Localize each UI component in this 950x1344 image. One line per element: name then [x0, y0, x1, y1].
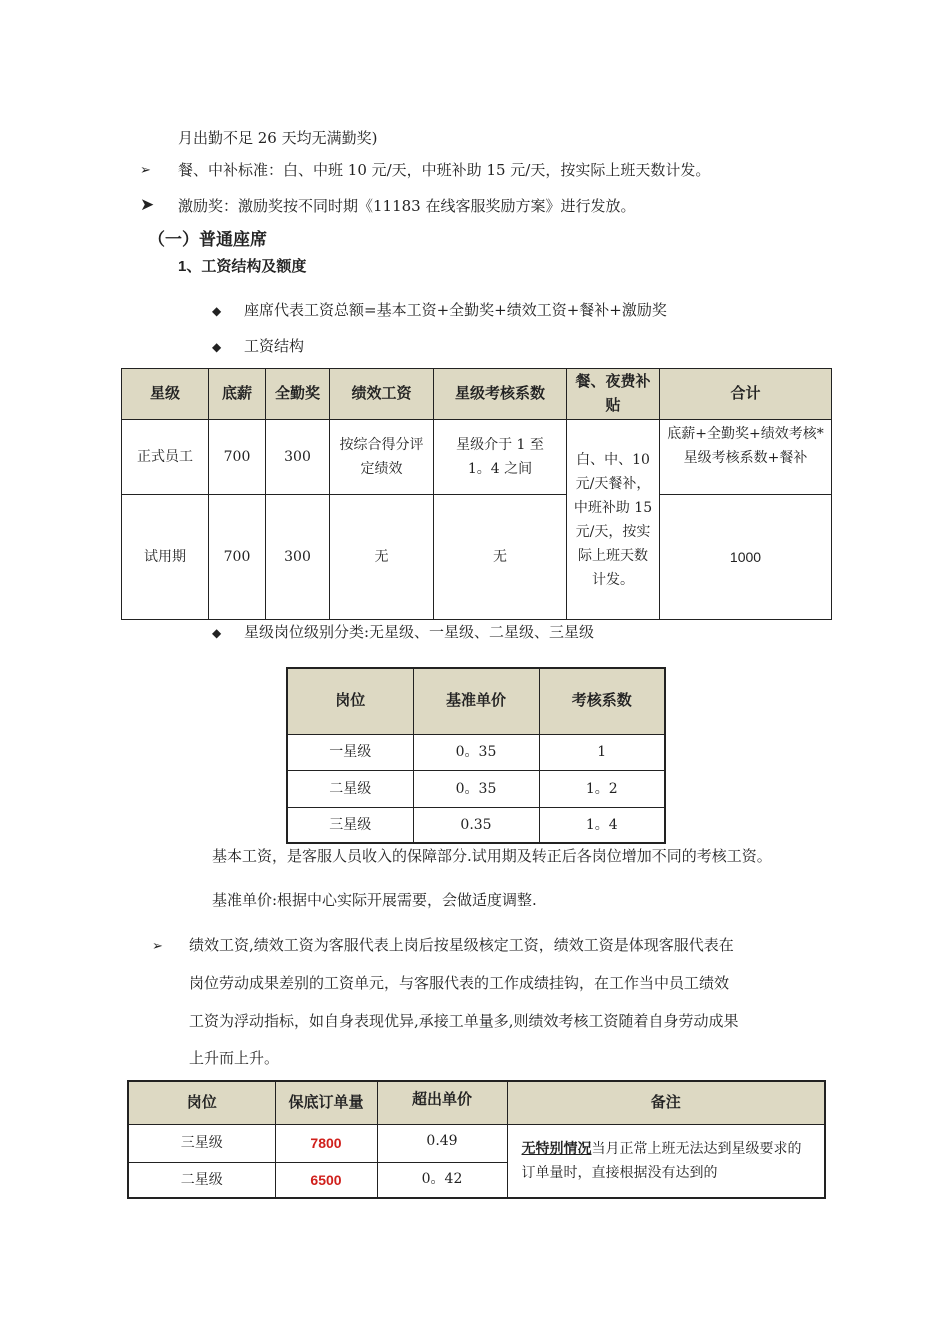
table-cell: 二星级	[287, 770, 413, 807]
diamond-bullet-icon: ◆	[212, 340, 222, 354]
header-cell: 星级考核系数	[434, 369, 567, 420]
header-cell: 岗位	[287, 668, 413, 734]
performance-line: 工资为浮动指标，如自身表现优异,承接工单量多,则绩效考核工资随着自身劳动成果	[189, 1012, 739, 1030]
subsection-heading: 1、工资结构及额度	[178, 258, 307, 275]
meal-subsidy-cell: 白、中、10 元/天餐补，中班补助 15 元/天，按实际上班天数计发。	[567, 420, 660, 620]
structure-label: 工资结构	[244, 337, 305, 355]
continued-line: 月出勤不足 26 天均无满勤奖)	[178, 129, 378, 147]
performance-line: 绩效工资,绩效工资为客服代表上岗后按星级核定工资，绩效工资是体现客服代表在	[189, 936, 734, 954]
table-cell: 无	[330, 495, 434, 620]
table-cell: 1	[539, 734, 665, 770]
arrow-bullet-icon: ➢	[140, 163, 151, 178]
header-cell: 全勤奖	[266, 369, 330, 420]
table-cell: 300	[266, 495, 330, 620]
meal-standard-line: 餐、中补标准：白、中班 10 元/天，中班补助 15 元/天，按实际上班天数计发。	[178, 161, 711, 179]
star-class-line: 星级岗位级别分类:无星级、一星级、二星级、三星级	[244, 623, 595, 641]
performance-line: 上升而上升。	[189, 1049, 280, 1067]
header-cell: 超出单价	[377, 1081, 507, 1124]
arrow-bullet-icon: ➤	[140, 195, 155, 215]
header-cell: 保底订单量	[275, 1081, 377, 1124]
section-heading: （一）普通座席	[148, 230, 267, 249]
bonus-line: 激励奖：激励奖按不同时期《11183 在线客服奖励方案》进行发放。	[178, 197, 636, 215]
header-cell: 底薪	[209, 369, 266, 420]
table-cell: 0.49	[377, 1124, 507, 1162]
header-cell: 考核系数	[539, 668, 665, 734]
table-cell: 6500	[275, 1162, 377, 1198]
table-cell: 1000	[660, 495, 832, 620]
table-row	[287, 770, 665, 807]
table-row	[122, 495, 832, 620]
table-cell: 7800	[275, 1124, 377, 1162]
level-table	[286, 667, 666, 844]
header-cell: 餐、夜费补贴	[567, 369, 660, 420]
header-cell: 绩效工资	[330, 369, 434, 420]
table-cell: 0。35	[413, 770, 539, 807]
table-cell: 700	[209, 420, 266, 495]
table-cell: 三星级	[128, 1124, 275, 1162]
table-cell: 底薪+全勤奖+绩效考核*星级考核系数+餐补	[660, 420, 832, 495]
header-cell: 岗位	[128, 1081, 275, 1124]
base-price-note: 基准单价:根据中心实际开展需要，会做适度调整.	[212, 891, 537, 909]
table-cell: 300	[266, 420, 330, 495]
table-cell: 正式员工	[122, 420, 209, 495]
table-cell: 1。2	[539, 770, 665, 807]
table-cell: 星级介于 1 至 1。4 之间	[434, 420, 567, 495]
salary-formula: 座席代表工资总额=基本工资+全勤奖+绩效工资+餐补+激励奖	[244, 301, 667, 319]
remark-text: 当月正常上班无法达到星级要求的订单量时，直接根据没有达到的	[521, 1140, 802, 1181]
arrow-bullet-icon: ➢	[152, 939, 163, 954]
salary-table	[121, 368, 832, 620]
header-cell: 星级	[122, 369, 209, 420]
table-cell: 1。4	[539, 807, 665, 843]
table-cell: 0。42	[377, 1162, 507, 1198]
table-cell: 无	[434, 495, 567, 620]
header-cell: 备注	[507, 1081, 825, 1124]
basic-pay-note: 基本工资，是客服人员收入的保障部分.试用期及转正后各岗位增加不同的考核工资。	[212, 847, 772, 865]
table-cell: 一星级	[287, 734, 413, 770]
table-cell: 按综合得分评定绩效	[330, 420, 434, 495]
table-row	[122, 420, 832, 495]
table-row	[128, 1124, 825, 1162]
table-cell: 0.35	[413, 807, 539, 843]
table-cell: 试用期	[122, 495, 209, 620]
table-row	[287, 807, 665, 843]
order-table	[127, 1080, 826, 1199]
table-cell: 0。35	[413, 734, 539, 770]
diamond-bullet-icon: ◆	[212, 626, 222, 640]
diamond-bullet-icon: ◆	[212, 304, 222, 318]
table-cell: 二星级	[128, 1162, 275, 1198]
header-cell: 合计	[660, 369, 832, 420]
table-cell: 700	[209, 495, 266, 620]
remark-bold: 无特别情况	[521, 1140, 592, 1157]
performance-line: 岗位劳动成果差别的工资单元，与客服代表的工作成绩挂钩，在工作当中员工绩效	[189, 974, 730, 992]
header-cell: 基准单价	[413, 668, 539, 734]
remark-cell	[507, 1124, 825, 1198]
table-row	[287, 734, 665, 770]
table-cell: 三星级	[287, 807, 413, 843]
